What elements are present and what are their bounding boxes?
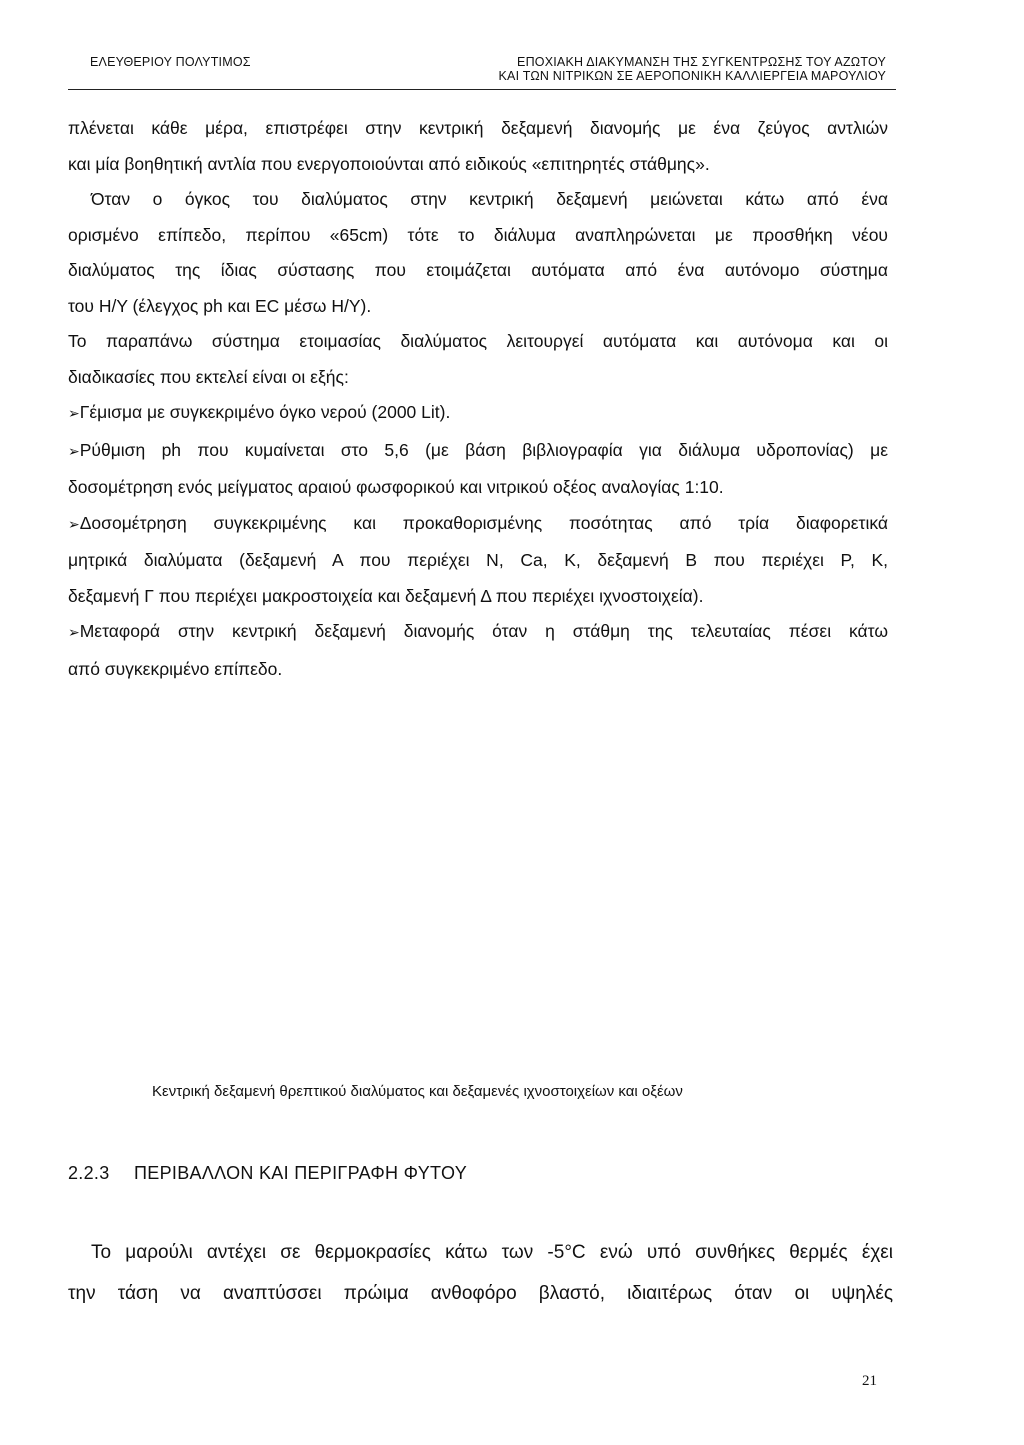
body-line: πλένεται κάθε μέρα, επιστρέφει στην κεντρική δεξαμενή διανομής με ένα ζεύγος αντλιών	[68, 118, 888, 138]
body-line: δοσομέτρηση ενός μείγματος αραιού φωσφορικού και νιτρικού οξέος αναλογίας 1:10.	[68, 477, 724, 497]
bullet-arrow-icon: ➢	[68, 406, 80, 422]
bullet-item	[68, 614, 888, 652]
section-title: ΠΕΡΙΒΑΛΛΟΝ ΚΑΙ ΠΕΡΙΓΡΑΦΗ ΦΥΤΟΥ	[134, 1163, 468, 1183]
bullet-text: Δοσομέτρηση συγκεκριμένης και προκαθορισμένης ποσότητας από τρία διαφορετικά	[79, 512, 888, 533]
bullet-text: Μεταφορά στην κεντρική δεξαμενή διανομής όταν η στάθμη της τελευταίας πέσει κάτω	[79, 621, 888, 641]
bullet-text: Ρύθμιση ph που κυμαίνεται στο 5,6 (με βάση βιβλιογραφία για διάλυμα υδροπονίας) με	[79, 439, 888, 460]
header-title-line-1: ΕΠΟΧΙΑΚΗ ΔΙΑΚΥΜΑΝΣΗ ΤΗΣ ΣΥΓΚΕΝΤΡΩΣΗΣ ΤΟΥ ΑΖΩΤΟΥ	[517, 55, 886, 69]
body-line: διαδικασίες που εκτελεί είναι οι εξής:	[68, 366, 349, 387]
header-author: ΕΛΕΥΘΕΡΙΟΥ ΠΟΛΥΤΙΜΟΣ	[90, 55, 251, 69]
bullet-arrow-icon: ➢	[68, 516, 80, 533]
page-number: 21	[862, 1373, 877, 1389]
bullet-item	[68, 506, 888, 544]
bullet-item	[68, 395, 888, 433]
section-heading	[68, 1163, 467, 1184]
body-text	[68, 111, 888, 687]
body-line: Το παραπάνω σύστημα ετοιμασίας διαλύματος λειτουργεί αυτόματα και αυτόνομα και οι	[68, 331, 888, 351]
bullet-item	[68, 433, 888, 471]
body-line: δεξαμενή Γ που περιέχει μακροστοιχεία και δεξαμενή Δ που περιέχει ιχνοστοιχεία).	[68, 585, 704, 606]
header-title	[499, 55, 886, 83]
section-number: 2.2.3	[68, 1163, 110, 1183]
section-body	[68, 1232, 893, 1314]
body-line: μητρικά διαλύματα (δεξαμενή Α που περιέχει Ν, Ca, Κ, δεξαμενή Β που περιέχει Ρ, Κ,	[68, 550, 888, 570]
body-line: Όταν ο όγκος του διαλύματος στην κεντρική δεξαμενή μειώνεται κάτω από ένα	[91, 189, 888, 209]
body-line: και μία βοηθητική αντλία που ενεργοποιούνται από ειδικούς «επιτηρητές στάθμης».	[68, 153, 710, 174]
header-rule	[68, 89, 896, 90]
body-line: Το μαρούλι αντέχει σε θερμοκρασίες κάτω των -5°C ενώ υπό συνθήκες θερμές έχει	[91, 1242, 893, 1263]
bullet-text: Γέμισμα με συγκεκριμένο όγκο νερού (2000 Lit).	[79, 402, 451, 422]
body-line: διαλύματος της ίδιας σύστασης που ετοιμάζεται αυτόματα από ένα αυτόνομο σύστημα	[68, 260, 888, 280]
body-line: την τάση να αναπτύσσει πρώιμα ανθοφόρο βλαστό, ιδιαιτέρως όταν οι υψηλές	[68, 1283, 893, 1304]
body-line: του Η/Υ (έλεγχος ph και EC μέσω Η/Υ).	[68, 295, 372, 316]
bullet-arrow-icon: ➢	[68, 443, 80, 460]
bullet-arrow-icon: ➢	[68, 625, 80, 641]
header-title-line-2: ΚΑΙ ΤΩΝ ΝΙΤΡΙΚΩΝ ΣΕ ΑΕΡΟΠΟΝΙΚΗ ΚΑΛΛΙΕΡΓΕΙΑ ΜΑΡΟΥΛΙΟΥ	[498, 69, 886, 83]
body-line: ορισμένο επίπεδο, περίπου «65cm) τότε το διάλυμα αναπληρώνεται με προσθήκη νέου	[68, 224, 888, 245]
figure-caption: Κεντρική δεξαμενή θρεπτικού διαλύματος και δεξαμενές ιχνοστοιχείων και οξέων	[152, 1083, 683, 1100]
body-line: από συγκεκριμένο επίπεδο.	[68, 658, 283, 679]
